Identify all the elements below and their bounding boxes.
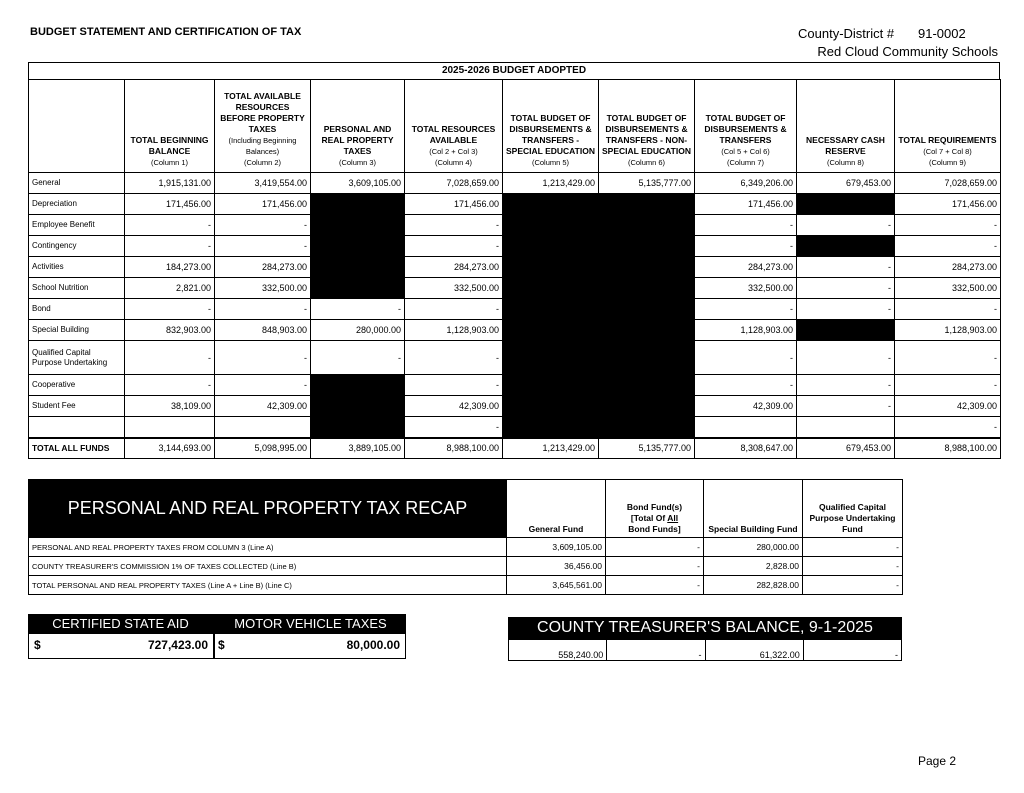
value-cell: -: [895, 236, 1001, 257]
recap-value-cell: -: [803, 538, 903, 557]
col-header: TOTAL BUDGET OF DISBURSEMENTS & TRANSFERS (Col 5 + Col 6) (Column 7): [695, 80, 797, 173]
blacked-out-cell: [599, 341, 695, 375]
value-cell: -: [405, 417, 503, 438]
value-cell: 42,309.00: [895, 396, 1001, 417]
value-cell: 3,609,105.00: [311, 173, 405, 194]
ctb-value: 61,322.00: [705, 640, 803, 661]
fund-header-cell: [29, 80, 125, 173]
value-cell: -: [695, 375, 797, 396]
table-row: [29, 173, 1001, 194]
blacked-out-cell: [503, 299, 599, 320]
value-cell: 7,028,659.00: [405, 173, 503, 194]
value-cell: -: [125, 215, 215, 236]
blacked-out-cell: [599, 194, 695, 215]
blacked-out-cell: [599, 396, 695, 417]
blacked-out-cell: [599, 236, 695, 257]
recap-line-label: TOTAL PERSONAL AND REAL PROPERTY TAXES (Line A + Line B) (Line C): [29, 576, 507, 595]
total-value-cell: 679,453.00: [797, 438, 895, 459]
value-cell: -: [695, 341, 797, 375]
value-cell: 832,903.00: [125, 320, 215, 341]
value-cell: 284,273.00: [695, 257, 797, 278]
total-value-cell: 1,213,429.00: [503, 438, 599, 459]
value-cell: -: [797, 257, 895, 278]
value-cell: 280,000.00: [311, 320, 405, 341]
value-cell: -: [895, 375, 1001, 396]
col-header: TOTAL REQUIREMENTS (Col 7 + Col 8) (Column 9): [895, 80, 1001, 173]
recap-value-cell: -: [803, 557, 903, 576]
value-cell: 171,456.00: [405, 194, 503, 215]
blacked-out-cell: [311, 236, 405, 257]
state-aid-value: 727,423.00: [147, 638, 208, 652]
table-row: [29, 215, 1001, 236]
table-row: [29, 299, 1001, 320]
blacked-out-cell: [599, 375, 695, 396]
value-cell: 1,128,903.00: [895, 320, 1001, 341]
blacked-out-cell: [503, 194, 599, 215]
fund-label: Cooperative: [29, 375, 125, 396]
recap-col-bond: Bond Fund(s) [Total Of All Bond Funds]: [606, 480, 704, 538]
motor-vehicle-label: MOTOR VEHICLE TAXES: [215, 614, 406, 634]
value-cell: 42,309.00: [405, 396, 503, 417]
value-cell: 332,500.00: [405, 278, 503, 299]
value-cell: 7,028,659.00: [895, 173, 1001, 194]
value-cell: -: [695, 299, 797, 320]
value-cell: -: [797, 215, 895, 236]
fund-label: General: [29, 173, 125, 194]
table-row: [29, 257, 1001, 278]
value-cell: -: [215, 215, 311, 236]
col-header: PERSONAL AND REAL PROPERTY TAXES (Column 3): [311, 80, 405, 173]
value-cell: 284,273.00: [895, 257, 1001, 278]
value-cell: -: [895, 417, 1001, 438]
blacked-out-cell: [311, 194, 405, 215]
total-row: [29, 438, 1001, 459]
table-row: [29, 236, 1001, 257]
recap-row: [29, 538, 903, 557]
blacked-out-cell: [503, 320, 599, 341]
value-cell: -: [895, 215, 1001, 236]
value-cell: 1,213,429.00: [503, 173, 599, 194]
value-cell: [215, 417, 311, 438]
value-cell: 1,128,903.00: [695, 320, 797, 341]
value-cell: 38,109.00: [125, 396, 215, 417]
blacked-out-cell: [503, 215, 599, 236]
value-cell: 1,128,903.00: [405, 320, 503, 341]
total-value-cell: 8,988,100.00: [895, 438, 1001, 459]
county-district-label: County-District #: [798, 26, 895, 41]
blacked-out-cell: [311, 278, 405, 299]
dollar-sign: $: [34, 638, 41, 652]
table-row: [29, 278, 1001, 299]
blacked-out-cell: [503, 236, 599, 257]
value-cell: -: [405, 299, 503, 320]
table-row: [29, 375, 1001, 396]
county-treasurer-balance-title: COUNTY TREASURER'S BALANCE, 9-1-2025: [508, 617, 902, 639]
budget-title: 2025-2026 BUDGET ADOPTED: [441, 65, 587, 76]
value-cell: 171,456.00: [215, 194, 311, 215]
school-name: Red Cloud Community Schools: [817, 44, 998, 59]
recap-value-cell: 3,645,561.00: [507, 576, 606, 595]
value-cell: -: [895, 299, 1001, 320]
col-header: TOTAL BUDGET OF DISBURSEMENTS & TRANSFERS - SPECIAL EDUCATION (Column 5): [503, 80, 599, 173]
recap-value-cell: -: [606, 576, 704, 595]
value-cell: -: [797, 375, 895, 396]
table-row: [29, 194, 1001, 215]
blacked-out-cell: [311, 375, 405, 396]
value-cell: -: [695, 215, 797, 236]
blacked-out-cell: [311, 396, 405, 417]
total-value-cell: 8,308,647.00: [695, 438, 797, 459]
page-title: BUDGET STATEMENT AND CERTIFICATION OF TAX: [30, 26, 302, 38]
blacked-out-cell: [797, 194, 895, 215]
county-treasurer-balance-table: [508, 639, 902, 661]
blacked-out-cell: [599, 278, 695, 299]
recap-value-cell: -: [606, 538, 704, 557]
blacked-out-cell: [599, 417, 695, 438]
recap-value-cell: 36,456.00: [507, 557, 606, 576]
fund-label: Contingency: [29, 236, 125, 257]
value-cell: 42,309.00: [215, 396, 311, 417]
recap-row: [29, 557, 903, 576]
col-header: TOTAL BEGINNING BALANCE (Column 1): [125, 80, 215, 173]
fund-label: School Nutrition: [29, 278, 125, 299]
blacked-out-cell: [797, 236, 895, 257]
tax-recap-table: [28, 479, 903, 595]
value-cell: -: [125, 299, 215, 320]
value-cell: -: [125, 341, 215, 375]
value-cell: -: [695, 236, 797, 257]
ctb-value: 558,240.00: [509, 640, 607, 661]
dollar-sign: $: [218, 638, 225, 652]
value-cell: -: [405, 236, 503, 257]
blacked-out-cell: [311, 417, 405, 438]
recap-value-cell: 2,828.00: [704, 557, 803, 576]
fund-label: [29, 417, 125, 438]
value-cell: -: [311, 299, 405, 320]
recap-col-qcpu: Qualified Capital Purpose Undertaking Fund: [803, 480, 903, 538]
value-cell: 5,135,777.00: [599, 173, 695, 194]
recap-line-label: COUNTY TREASURER'S COMMISSION 1% OF TAXES COLLECTED (Line B): [29, 557, 507, 576]
blacked-out-cell: [599, 257, 695, 278]
total-label: TOTAL ALL FUNDS: [29, 438, 125, 459]
fund-label: Bond: [29, 299, 125, 320]
value-cell: -: [797, 278, 895, 299]
value-cell: 42,309.00: [695, 396, 797, 417]
recap-title: PERSONAL AND REAL PROPERTY TAX RECAP: [29, 480, 507, 538]
fund-label: Student Fee: [29, 396, 125, 417]
column-header-row: [29, 80, 1001, 173]
blacked-out-cell: [503, 257, 599, 278]
table-row: [29, 320, 1001, 341]
value-cell: -: [311, 341, 405, 375]
recap-line-label: PERSONAL AND REAL PROPERTY TAXES FROM COLUMN 3 (Line A): [29, 538, 507, 557]
recap-col-special-building: Special Building Fund: [704, 480, 803, 538]
total-value-cell: 8,988,100.00: [405, 438, 503, 459]
value-cell: 171,456.00: [895, 194, 1001, 215]
value-cell: [797, 417, 895, 438]
blacked-out-cell: [503, 417, 599, 438]
aid-divider: [213, 614, 215, 659]
value-cell: -: [215, 299, 311, 320]
table-row: [29, 341, 1001, 375]
value-cell: -: [405, 375, 503, 396]
value-cell: 6,349,206.00: [695, 173, 797, 194]
total-value-cell: 3,144,693.00: [125, 438, 215, 459]
county-district-value: 91-0002: [918, 26, 966, 41]
value-cell: -: [125, 375, 215, 396]
value-cell: 332,500.00: [695, 278, 797, 299]
recap-value-cell: -: [606, 557, 704, 576]
state-aid-label: CERTIFIED STATE AID: [28, 614, 213, 634]
value-cell: 332,500.00: [895, 278, 1001, 299]
recap-value-cell: 3,609,105.00: [507, 538, 606, 557]
value-cell: -: [405, 215, 503, 236]
blacked-out-cell: [311, 215, 405, 236]
value-cell: -: [405, 341, 503, 375]
blacked-out-cell: [311, 257, 405, 278]
blacked-out-cell: [599, 299, 695, 320]
blacked-out-cell: [503, 396, 599, 417]
recap-value-cell: -: [803, 576, 903, 595]
recap-value-cell: 280,000.00: [704, 538, 803, 557]
value-cell: 284,273.00: [405, 257, 503, 278]
value-cell: 171,456.00: [125, 194, 215, 215]
fund-label: Depreciation: [29, 194, 125, 215]
blacked-out-cell: [503, 375, 599, 396]
col-header: NECESSARY CASH RESERVE (Column 8): [797, 80, 895, 173]
value-cell: 1,915,131.00: [125, 173, 215, 194]
recap-row: [29, 576, 903, 595]
value-cell: -: [797, 299, 895, 320]
value-cell: 848,903.00: [215, 320, 311, 341]
col-header: TOTAL BUDGET OF DISBURSEMENTS & TRANSFERS - NON-SPECIAL EDUCATION (Column 6): [599, 80, 695, 173]
table-row: [29, 417, 1001, 438]
motor-vehicle-value: 80,000.00: [346, 638, 400, 652]
fund-label: Qualified Capital Purpose Undertaking: [29, 341, 125, 375]
value-cell: 171,456.00: [695, 194, 797, 215]
ctb-value: -: [607, 640, 705, 661]
ctb-value: -: [803, 640, 901, 661]
blacked-out-cell: [503, 341, 599, 375]
value-cell: -: [125, 236, 215, 257]
value-cell: 184,273.00: [125, 257, 215, 278]
page-number: Page 2: [918, 754, 957, 768]
blacked-out-cell: [797, 320, 895, 341]
fund-label: Special Building: [29, 320, 125, 341]
value-cell: 332,500.00: [215, 278, 311, 299]
value-cell: -: [215, 236, 311, 257]
value-cell: 284,273.00: [215, 257, 311, 278]
value-cell: -: [895, 341, 1001, 375]
value-cell: -: [797, 341, 895, 375]
total-value-cell: 5,098,995.00: [215, 438, 311, 459]
total-value-cell: 3,889,105.00: [311, 438, 405, 459]
total-value-cell: 5,135,777.00: [599, 438, 695, 459]
budget-table: [28, 79, 1001, 459]
recap-value-cell: 282,828.00: [704, 576, 803, 595]
blacked-out-cell: [599, 320, 695, 341]
table-row: [29, 396, 1001, 417]
value-cell: -: [215, 341, 311, 375]
value-cell: 679,453.00: [797, 173, 895, 194]
col-header: TOTAL RESOURCES AVAILABLE (Col 2 + Col 3) (Column 4): [405, 80, 503, 173]
value-cell: 3,419,554.00: [215, 173, 311, 194]
recap-col-general: General Fund: [507, 480, 606, 538]
fund-label: Activities: [29, 257, 125, 278]
value-cell: 2,821.00: [125, 278, 215, 299]
value-cell: [125, 417, 215, 438]
value-cell: -: [797, 396, 895, 417]
blacked-out-cell: [599, 215, 695, 236]
value-cell: -: [215, 375, 311, 396]
col-header: TOTAL AVAILABLE RESOURCES BEFORE PROPERTY TAXES (Including Beginning Balances) (Column 2): [215, 80, 311, 173]
fund-label: Employee Benefit: [29, 215, 125, 236]
value-cell: [695, 417, 797, 438]
blacked-out-cell: [503, 278, 599, 299]
